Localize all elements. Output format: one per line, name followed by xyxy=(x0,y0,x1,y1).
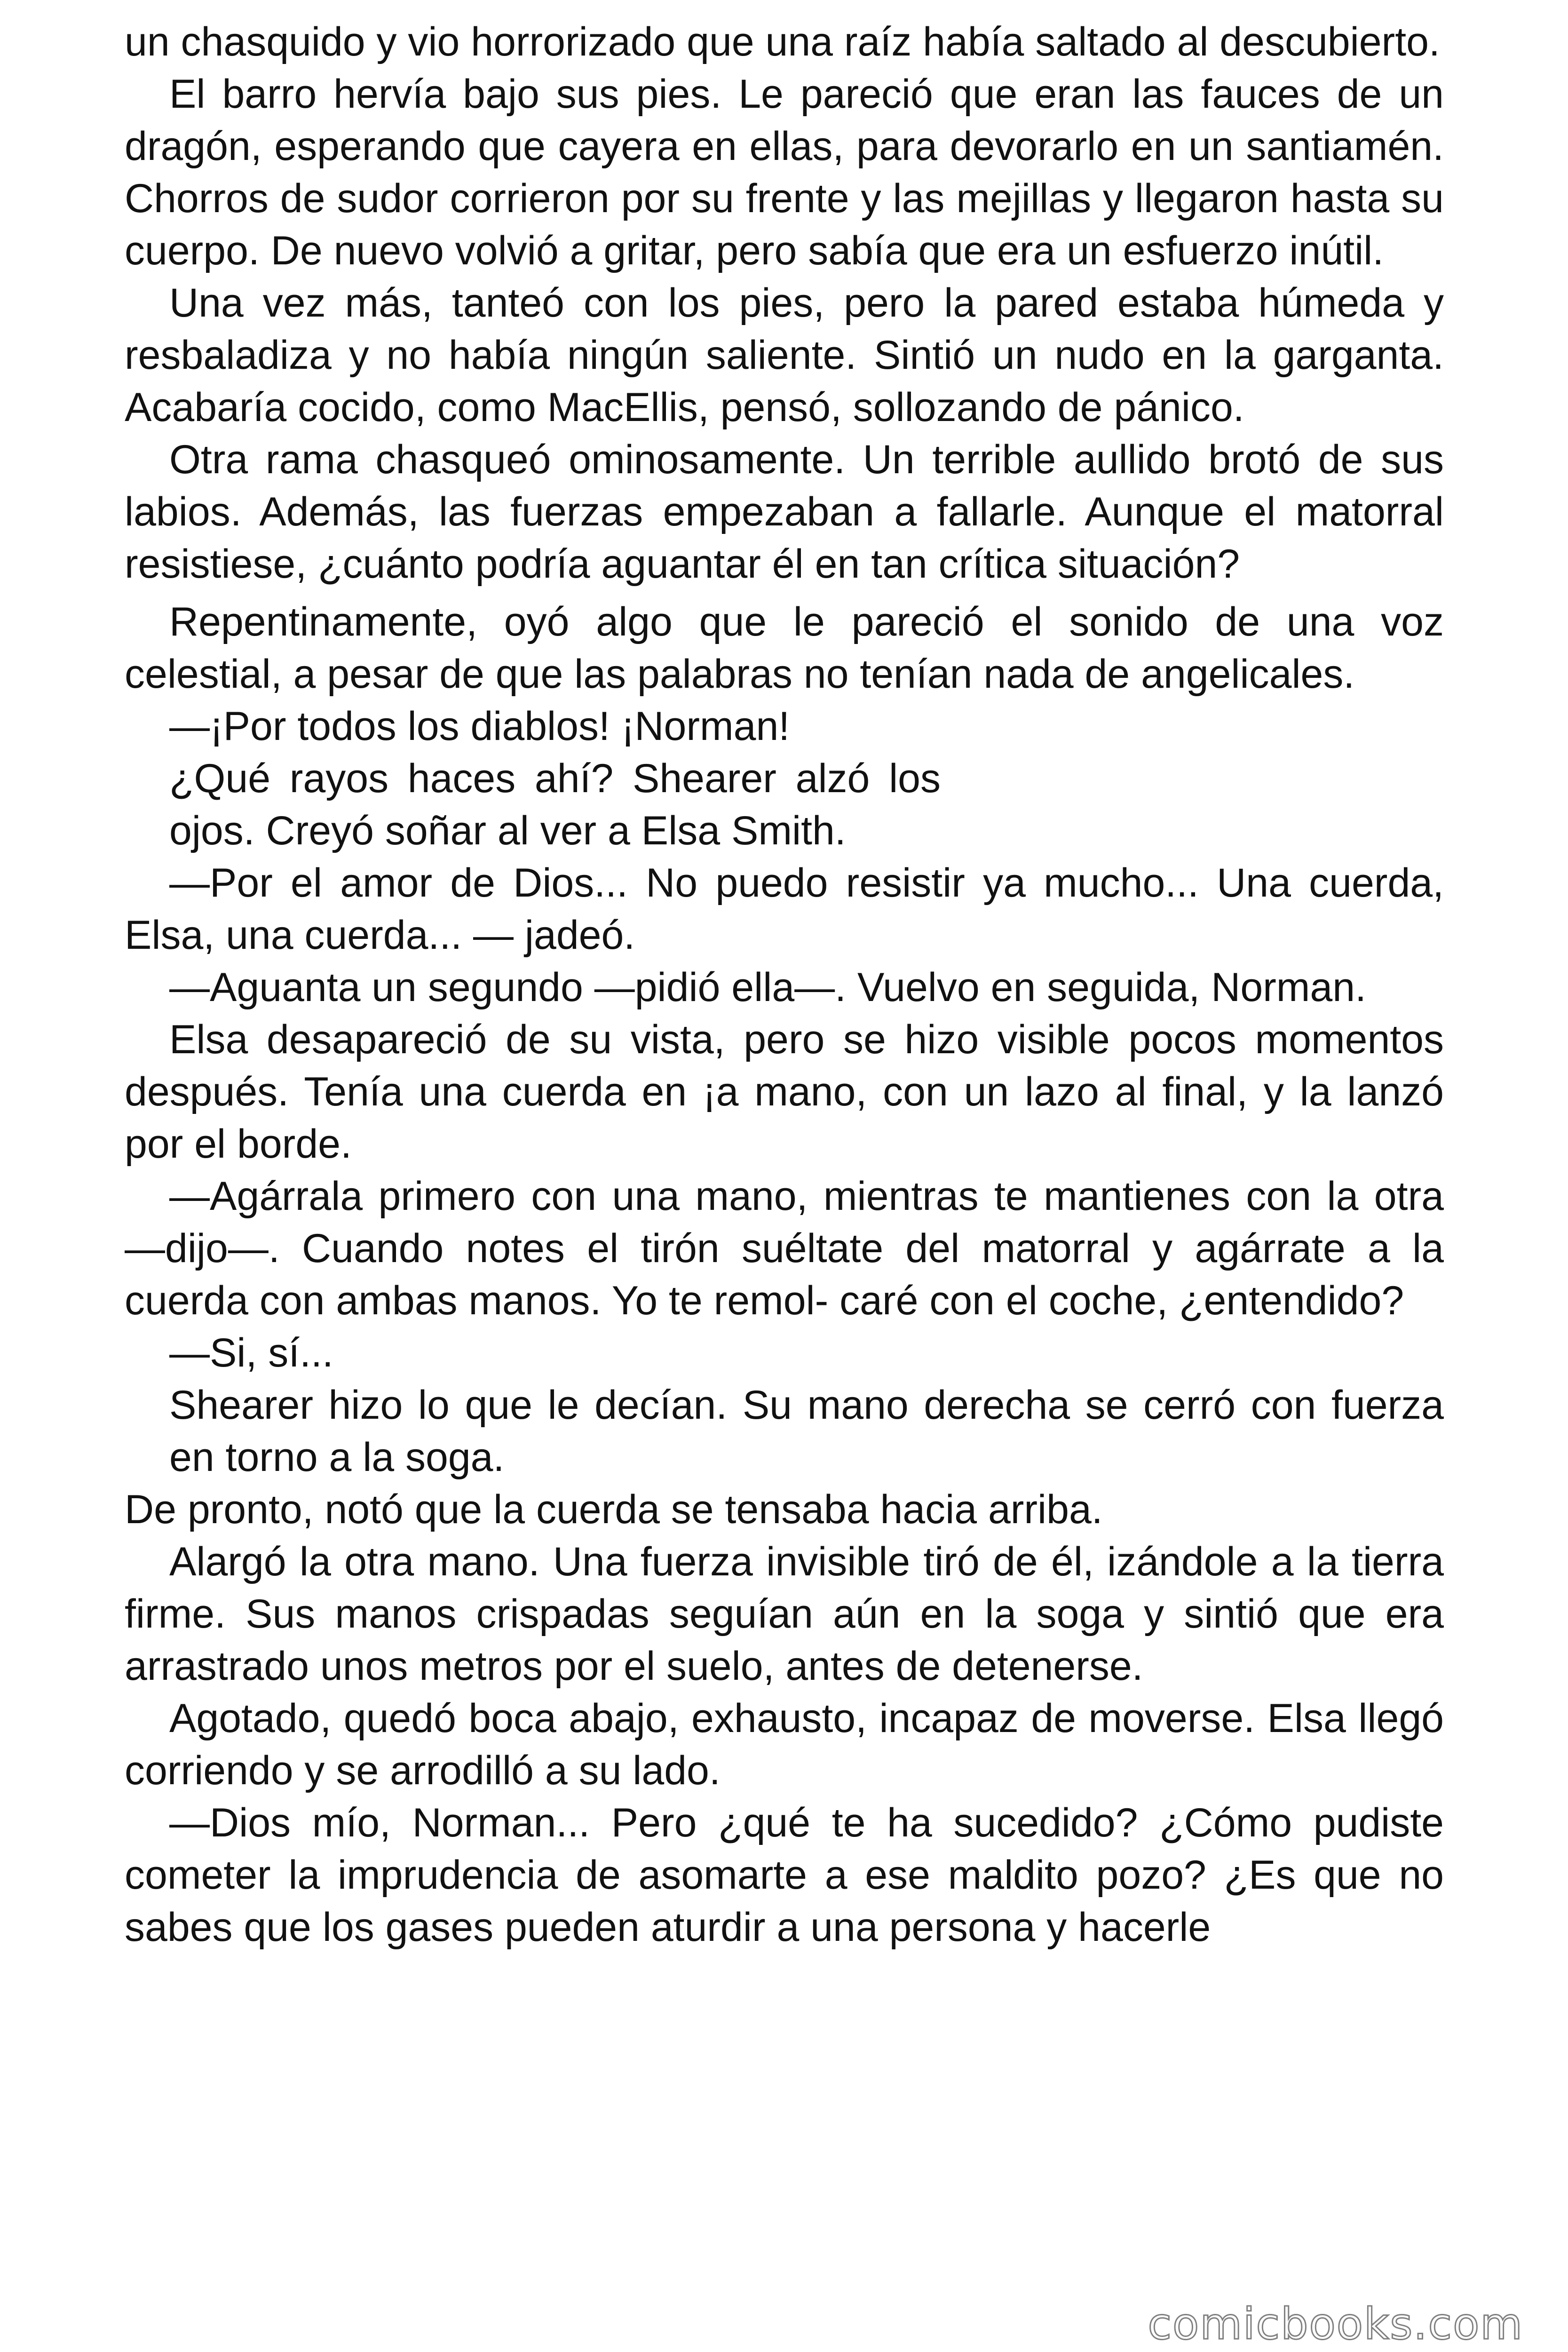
paragraph-10: Elsa desapareció de su vista, pero se hizo visible pocos momentos después. Tenía una cuerda en ¡a mano, con un lazo al final, y la lanzó por el borde. xyxy=(125,1017,1444,1167)
paragraph-8: —Por el amor de Dios... No puedo resistir ya mucho... Una cuerda, Elsa, una cuerda... — jadeó. xyxy=(125,860,1444,958)
paragraph-3: Una vez más, tanteó con los pies, pero la pared estaba húmeda y resbaladiza y no había ningún saliente. Sintió un nudo en la garganta. Acabaría cocido, como MacEllis, pensó, sollozando de pánico. xyxy=(125,280,1444,430)
paragraph-13: Shearer hizo lo que le decían. Su mano derecha se cerró con fuerza en torno a la soga. xyxy=(169,1383,1444,1480)
paragraph-7: ¿Qué rayos haces ahí? Shearer alzó los ojos. Creyó soñar al ver a Elsa Smith. xyxy=(169,756,941,853)
paragraph-5: Repentinamente, oyó algo que le pareció el sonido de una voz celestial, a pesar de que las palabras no tenían nada de angelicales. xyxy=(125,599,1444,697)
paragraph-1: un chasquido y vio horrorizado que una raíz había saltado al descubierto. xyxy=(125,19,1440,64)
paragraph-17: —Dios mío, Norman... Pero ¿qué te ha sucedido? ¿Cómo pudiste cometer la imprudencia de asomarte a ese maldito pozo? ¿Es que no sabes que los gases pueden aturdir a una persona y hacerle xyxy=(125,1800,1444,1950)
paragraph-16: Agotado, quedó boca abajo, exhausto, incapaz de moverse. Elsa llegó corriendo y se arrodilló a su lado. xyxy=(125,1696,1444,1793)
watermark-logo: comicbooks.com xyxy=(1148,2299,1523,2349)
paragraph-14: De pronto, notó que la cuerda se tensaba hacia arriba. xyxy=(125,1487,1103,1532)
paragraph-9: —Aguanta un segundo —pidió ella—. Vuelvo en seguida, Norman. xyxy=(169,965,1366,1010)
paragraph-4: Otra rama chasqueó ominosamente. Un terrible aullido brotó de sus labios. Además, las fuerzas empezaban a fallarle. Aunque el matorral resistiese, ¿cuánto podría aguantar él en tan crítica situación? xyxy=(125,437,1444,587)
paragraph-2: El barro hervía bajo sus pies. Le pareció que eran las fauces de un dragón, esperando que cayera en ellas, para devorarlo en un santiamén. Chorros de sudor corrieron por su frente y las mejillas y llegaron hasta su cuerpo. De nuevo volvió a gritar, pero sabía que era un esfuerzo inútil. xyxy=(125,72,1444,273)
book-page xyxy=(125,16,1444,1954)
paragraph-12: —Si, sí... xyxy=(169,1330,333,1375)
paragraph-15: Alargó la otra mano. Una fuerza invisible tiró de él, izándole a la tierra firme. Sus manos crispadas seguían aún en la soga y sintió que era arrastrado unos metros por el suelo, antes de detenerse. xyxy=(125,1539,1444,1689)
paragraph-6: —¡Por todos los diablos! ¡Norman! xyxy=(169,704,790,749)
paragraph-11: —Agárrala primero con una mano, mientras te mantienes con la otra —dijo—. Cuando notes el tirón suéltate del matorral y agárrate a la cuerda con ambas manos. Yo te remol- caré con el coche, ¿entendido? xyxy=(125,1174,1444,1323)
